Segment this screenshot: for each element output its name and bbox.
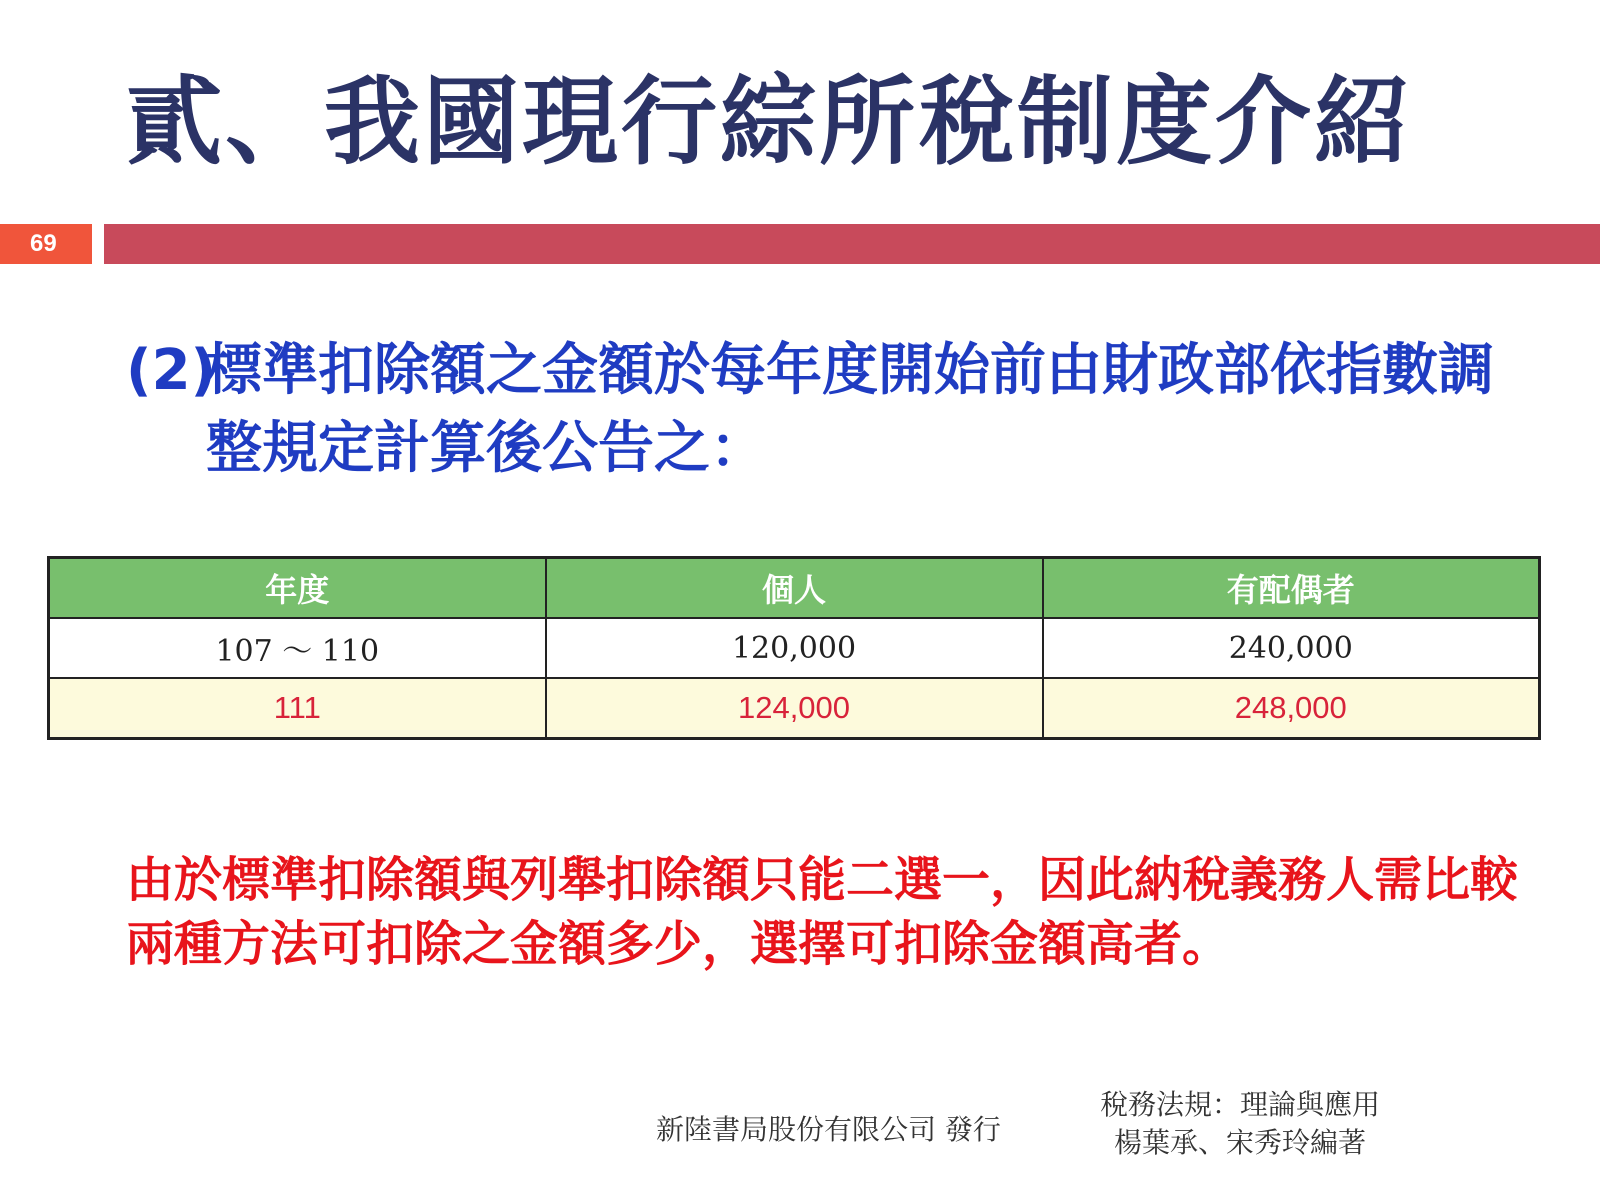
bullet-point — [126, 332, 1526, 488]
book-title: 稅務法規：理論與應用 — [1099, 1088, 1380, 1121]
table-cell-married: 240,000 — [1043, 618, 1540, 678]
column-header-married: 有配偶者 — [1043, 558, 1540, 619]
bullet-number: (2) — [126, 338, 217, 403]
deduction-note: 由於標準扣除額與列舉扣除額只能二選一，因此納稅義務人需比較兩種方法可扣除之金額多少，選擇可扣除金額高者。 — [126, 852, 1519, 972]
standard-deduction-table — [47, 556, 1541, 740]
table-header-row — [49, 558, 1540, 619]
table-cell-year: 107 ～ 110 — [49, 618, 546, 678]
table-cell-individual: 124,000 — [546, 678, 1043, 739]
page-number-badge: 69 — [0, 224, 92, 264]
title-divider-bar — [104, 224, 1600, 264]
table-row — [49, 618, 1540, 678]
column-header-year: 年度 — [49, 558, 546, 619]
bullet-text: 標準扣除額之金額於每年度開始前由財政部依指數調整規定計算後公告之： — [206, 338, 1494, 481]
book-authors: 楊葉承、宋秀玲編著 — [1113, 1126, 1366, 1159]
table-cell-year: 111 — [49, 678, 546, 739]
column-header-individual: 個人 — [546, 558, 1043, 619]
table-cell-individual: 120,000 — [546, 618, 1043, 678]
publisher-credit: 新陸書局股份有限公司 發行 — [656, 1113, 1001, 1146]
table-row-highlighted — [49, 678, 1540, 739]
slide-title: 貳、我國現行綜所稅制度介紹 — [126, 66, 1413, 178]
table-cell-married: 248,000 — [1043, 678, 1540, 739]
book-credit — [1080, 1086, 1400, 1162]
